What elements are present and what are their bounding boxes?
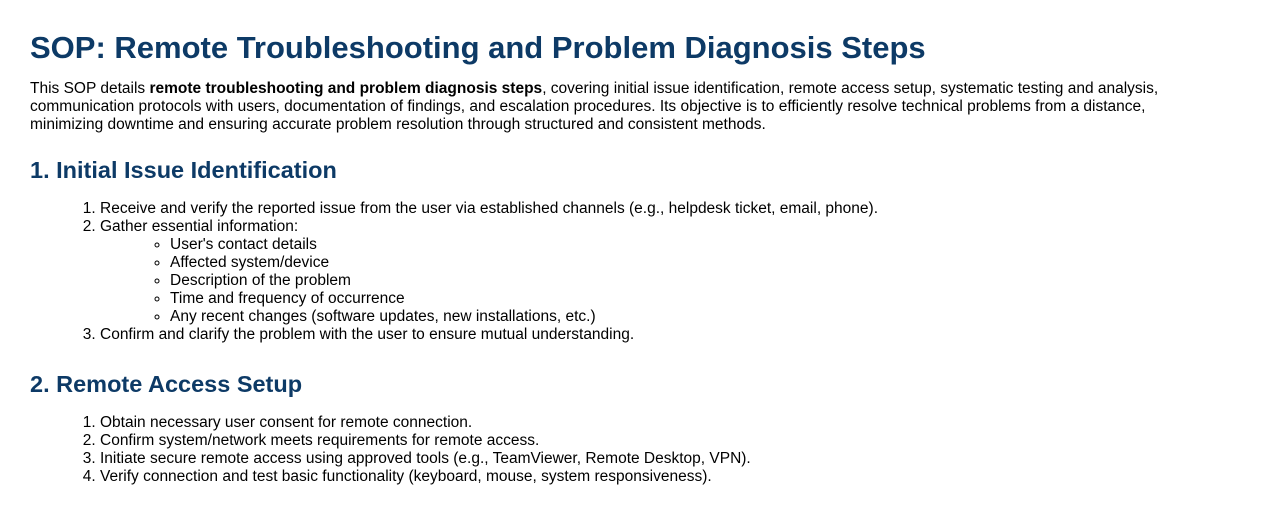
section-heading-remote-access-setup: 2. Remote Access Setup <box>30 371 303 397</box>
sublist-item: ◦ Time and frequency of occurrence <box>170 290 1233 308</box>
list-item-label: Gather essential information: <box>100 218 299 235</box>
section-2-steps-list <box>30 414 1233 486</box>
page-title: SOP: Remote Troubleshooting and Problem Diagnosis Steps <box>30 30 926 65</box>
list-item: 3. Initiate secure remote access using approved tools (e.g., TeamViewer, Remote Desktop, VPN). <box>100 450 1233 468</box>
section-heading-initial-issue-identification: 1. Initial Issue Identification <box>30 157 337 183</box>
section-1-steps-list <box>30 200 1233 344</box>
list-item: 1. Obtain necessary user consent for remote connection. <box>100 414 1233 432</box>
essential-information-sublist <box>100 236 1233 326</box>
list-item: 1. Receive and verify the reported issue from the user via established channels (e.g., helpdesk ticket, email, phone). <box>100 200 1233 218</box>
list-item: 3. Confirm and clarify the problem with the user to ensure mutual understanding. <box>100 326 1233 344</box>
sublist-item: ◦ Description of the problem <box>170 272 1233 290</box>
intro-paragraph <box>30 80 1220 134</box>
sublist-item: ◦ Any recent changes (software updates, new installations, etc.) <box>170 308 1233 326</box>
list-item: 4. Verify connection and test basic functionality (keyboard, mouse, system responsiveness). <box>100 468 1233 486</box>
list-item: 2. Confirm system/network meets requirements for remote access. <box>100 432 1233 450</box>
intro-bold-text: remote troubleshooting and problem diagnosis steps <box>149 80 543 97</box>
list-item <box>100 218 1233 326</box>
sublist-item: ◦ Affected system/device <box>170 254 1233 272</box>
intro-text-start: This SOP details <box>30 80 150 97</box>
sublist-item: ◦ User's contact details <box>170 236 1233 254</box>
intro-text-end: , covering initial issue identification, remote access setup, systematic testing and analysis, communication protocols with users, documentation of findings, and escalation procedures. Its objective is to efficiently resolve technical problems from a distance, minimizing downtime and ensuring accurate problem resolution through structured and consistent methods. <box>30 80 1159 133</box>
